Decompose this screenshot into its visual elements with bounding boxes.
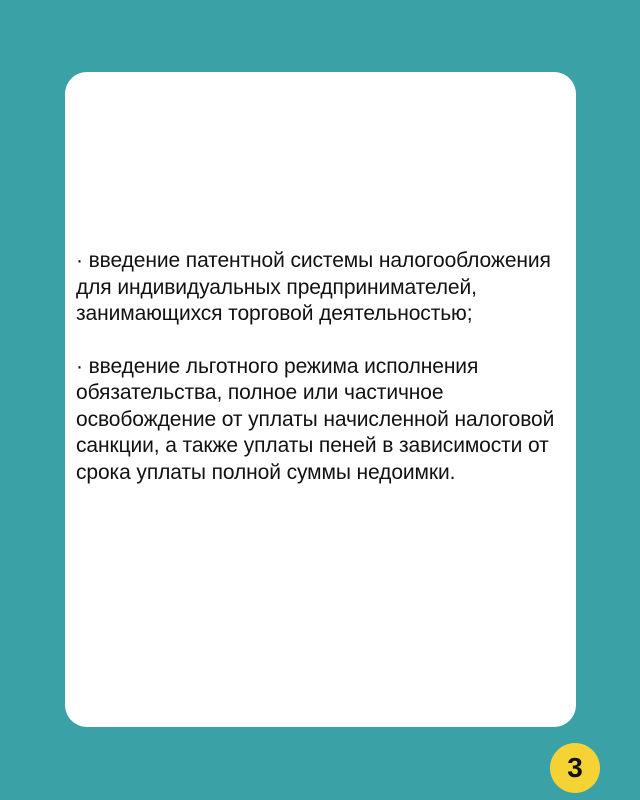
content-card — [65, 72, 576, 727]
bullet-paragraph-patent-system: · введение патентной системы налогообложения для индивидуальных предпринимателей, занимающихся торговой деятельностью; — [76, 249, 551, 325]
bullet-paragraph-preferential-regime: · введение льготного режима исполнения обязательства, полное или частичное освобождение от уплаты начисленной налоговой санкции, а также уплаты пеней в зависимости от срока уплаты полной суммы недоимки. — [76, 354, 555, 484]
page-number-badge: 3 — [550, 743, 600, 793]
card-text — [76, 248, 571, 486]
